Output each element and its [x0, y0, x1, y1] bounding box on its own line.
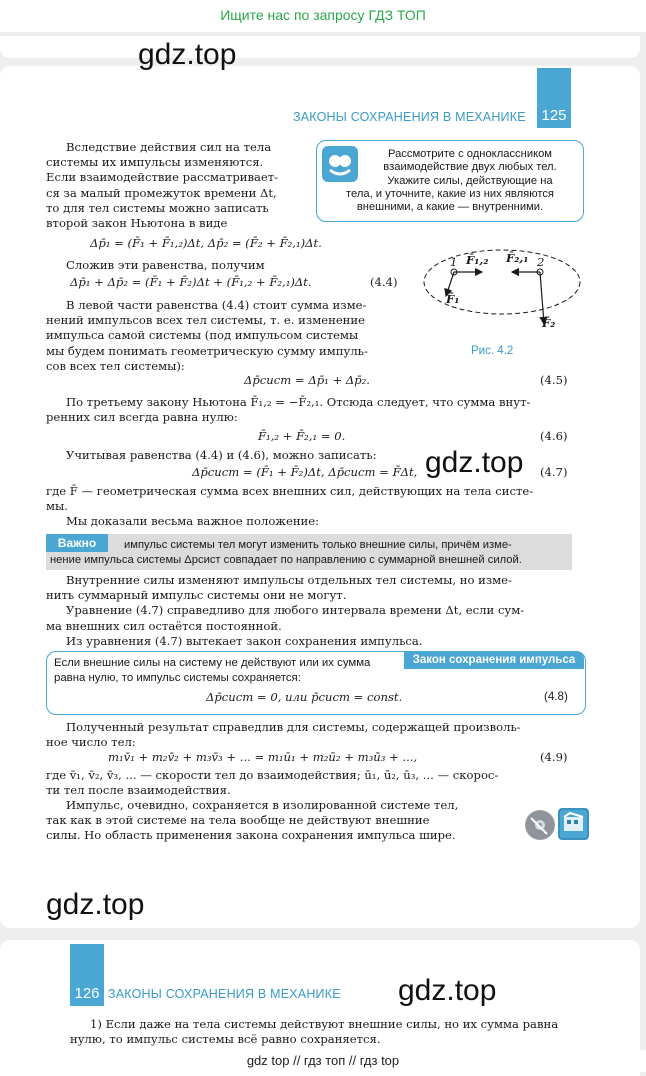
paragraph-internal-forces	[46, 573, 524, 649]
text-line: ма внешних сил остаётся постоянной.	[46, 618, 282, 633]
text-line: Сложив эти равенства, получим	[66, 258, 265, 272]
video-icon[interactable]	[558, 808, 589, 840]
page-number: 125	[537, 68, 571, 128]
equation-number: (4.4)	[370, 275, 398, 289]
text-line: ное число тел:	[46, 735, 136, 750]
important-text-line: нение импульса системы Δpсист совпадает по направлению с суммарной внешней силой.	[50, 554, 522, 566]
equation-4-8: Δp̄сист = 0, или p̄сист = const.	[206, 690, 403, 704]
text-line: системы их импульсы изменяются.	[46, 155, 264, 170]
figure-caption: Рис. 4.2	[471, 345, 514, 357]
task-text	[362, 148, 578, 188]
text-line: ти тел после взаимодействия.	[46, 783, 231, 798]
text-line: где v̄₁, v̄₂, v̄₃, ... — скорости тел до взаимодействия; ū₁, ū₂, ū₃, ... — скорос-	[46, 768, 499, 782]
text-line: импульса самой системы (под импульсом системы	[46, 328, 359, 343]
important-text-line: импульс системы тел могут изменить только внешние силы, причём изме-	[124, 539, 512, 551]
figure-label: 1	[450, 255, 458, 269]
text-line: Мы доказали весьма важное положение:	[66, 514, 320, 528]
text-line: ренних сил всегда равна нулю:	[46, 410, 238, 425]
figure-label: F̄₂,₁	[506, 251, 529, 265]
law-label: Закон сохранения импульса	[404, 651, 584, 669]
text-line: В левой части равенства (4.4) стоит сумма изме-	[66, 298, 367, 312]
equation-number: (4.5)	[540, 373, 568, 387]
text-line: где F̄ — геометрическая сумма всех внешних сил, действующих на тела систе-	[46, 484, 534, 498]
figure-4-2	[418, 244, 586, 340]
text-line: то для тел системы можно записать	[46, 200, 269, 215]
equation-number: (4.7)	[540, 465, 568, 479]
text-line: 1) Если даже на тела системы действуют внешние силы, но их сумма равна	[90, 1017, 559, 1031]
law-text-line: Если внешние силы на систему не действуют или их сумма	[54, 657, 371, 669]
text-line: Если взаимодействие рассматривает-	[46, 170, 279, 185]
equation-newton-second: Δp̄₁ = (F̄₁ + F̄₁,₂)Δt, Δp̄₂ = (F̄₂ + F̄₂,₁)Δt.	[90, 236, 322, 250]
equation-number: (4.6)	[540, 429, 568, 443]
text-line: силы. Но область применения закона сохранения импульса шире.	[46, 828, 456, 843]
text-line: ся за малый промежуток времени Δt,	[46, 185, 277, 200]
law-text-line: равна нулю, то импульс системы сохраняется:	[54, 672, 301, 684]
text-line: Уравнение (4.7) справедливо для любого интервала времени Δt, если сум-	[66, 603, 525, 618]
page-number: 126	[70, 944, 104, 1006]
paragraph-page126	[70, 1017, 558, 1047]
equation-4-7: Δp̄сист = (F̄₁ + F̄₂)Δt, Δp̄сист = F̄Δt,	[192, 465, 418, 479]
paragraph-sum	[46, 298, 406, 374]
previous-page-card	[0, 36, 640, 58]
text-line: нений импульсов всех тел системы, т. е. изменение	[46, 313, 365, 328]
text-line: мы.	[46, 499, 68, 514]
equation-4-9: m₁v̄₁ + m₂v̄₂ + m₃v̄₃ + ... = m₁ū₁ + m₂ū₂ + m₃ū₃ + ...,	[108, 750, 418, 764]
watermark: gdz.top	[46, 888, 145, 921]
watermark: gdz.top	[425, 446, 524, 479]
task-line: внешними, а какие — внутренними.	[356, 201, 544, 214]
text-line: нулю, то импульс системы всё равно сохраняется.	[70, 1032, 381, 1047]
text-line: сов всех тел системы):	[46, 358, 185, 373]
paragraph-where	[46, 484, 533, 514]
text-line: Импульс, очевидно, сохраняется в изолированной системе тел,	[66, 798, 459, 812]
disc-icon[interactable]	[525, 810, 555, 840]
running-head: ЗАКОНЫ СОХРАНЕНИЯ В МЕХАНИКЕ	[293, 110, 526, 124]
task-line: взаимодействие двух любых тел.	[383, 161, 557, 174]
text-line: мы будем понимать геометрическую сумму импуль-	[46, 343, 368, 358]
text-line: так как в этой системе на тела вообще не действуют внешние	[46, 813, 430, 828]
figure-label: F̄₁	[446, 292, 460, 306]
watermark: gdz.top	[138, 38, 237, 71]
paragraph-final	[46, 798, 458, 844]
text-line: Вследствие действия сил на тела	[66, 140, 272, 154]
running-head: ЗАКОНЫ СОХРАНЕНИЯ В МЕХАНИКЕ	[108, 987, 341, 1001]
task-line: Укажите силы, действующие на	[387, 174, 553, 187]
search-banner-link[interactable]: Ищите нас по запросу ГДЗ ТОП	[220, 7, 426, 23]
equation-number: (4.9)	[540, 750, 568, 764]
figure-label: 2	[537, 255, 545, 269]
important-label: Важно	[46, 534, 108, 552]
text-line: Внутренние силы изменяют импульсы отдельных тел системы, но изме-	[66, 573, 512, 587]
figure-label: F̄₁,₂	[466, 253, 489, 267]
text-line: Учитывая равенства (4.4) и (4.6), можно записать:	[66, 448, 377, 462]
footer-links[interactable]: gdz top // гдз топ // гдз top	[0, 1050, 646, 1072]
figure-label: F̄₂	[542, 316, 556, 330]
discussion-icon	[322, 146, 358, 182]
task-line: Рассмотрите с одноклассником	[387, 148, 552, 160]
task-line: тела, и уточните, какие из них являются	[345, 188, 554, 200]
text-line: второй закон Ньютона в виде	[46, 216, 228, 231]
paragraph-velocities	[46, 768, 498, 798]
text-line: Из уравнения (4.7) вытекает закон сохранения импульса.	[66, 633, 423, 648]
text-line: По третьему закону Ньютона F̄₁,₂ = −F̄₂,₁. Отсюда следует, что сумма внут-	[66, 395, 531, 409]
equation-4-6: F̄₁,₂ + F̄₂,₁ = 0.	[258, 429, 346, 443]
paragraph-third-law	[46, 395, 530, 425]
task-text-continued	[322, 188, 578, 215]
text-line: Полученный результат справедлив для системы, содержащей произволь-	[66, 720, 521, 734]
intro-paragraph	[46, 140, 294, 231]
equation-4-4: Δp̄₁ + Δp̄₂ = (F̄₁ + F̄₂)Δt + (F̄₁,₂ + F̄₂,₁)Δt.	[70, 275, 312, 289]
paragraph-result	[46, 720, 521, 750]
text-line: нить суммарный импульс системы они не могут.	[46, 588, 347, 603]
equation-number: (4.8)	[544, 690, 568, 703]
equation-4-5: Δp̄сист = Δp̄₁ + Δp̄₂.	[244, 373, 370, 387]
watermark: gdz.top	[398, 974, 497, 1007]
